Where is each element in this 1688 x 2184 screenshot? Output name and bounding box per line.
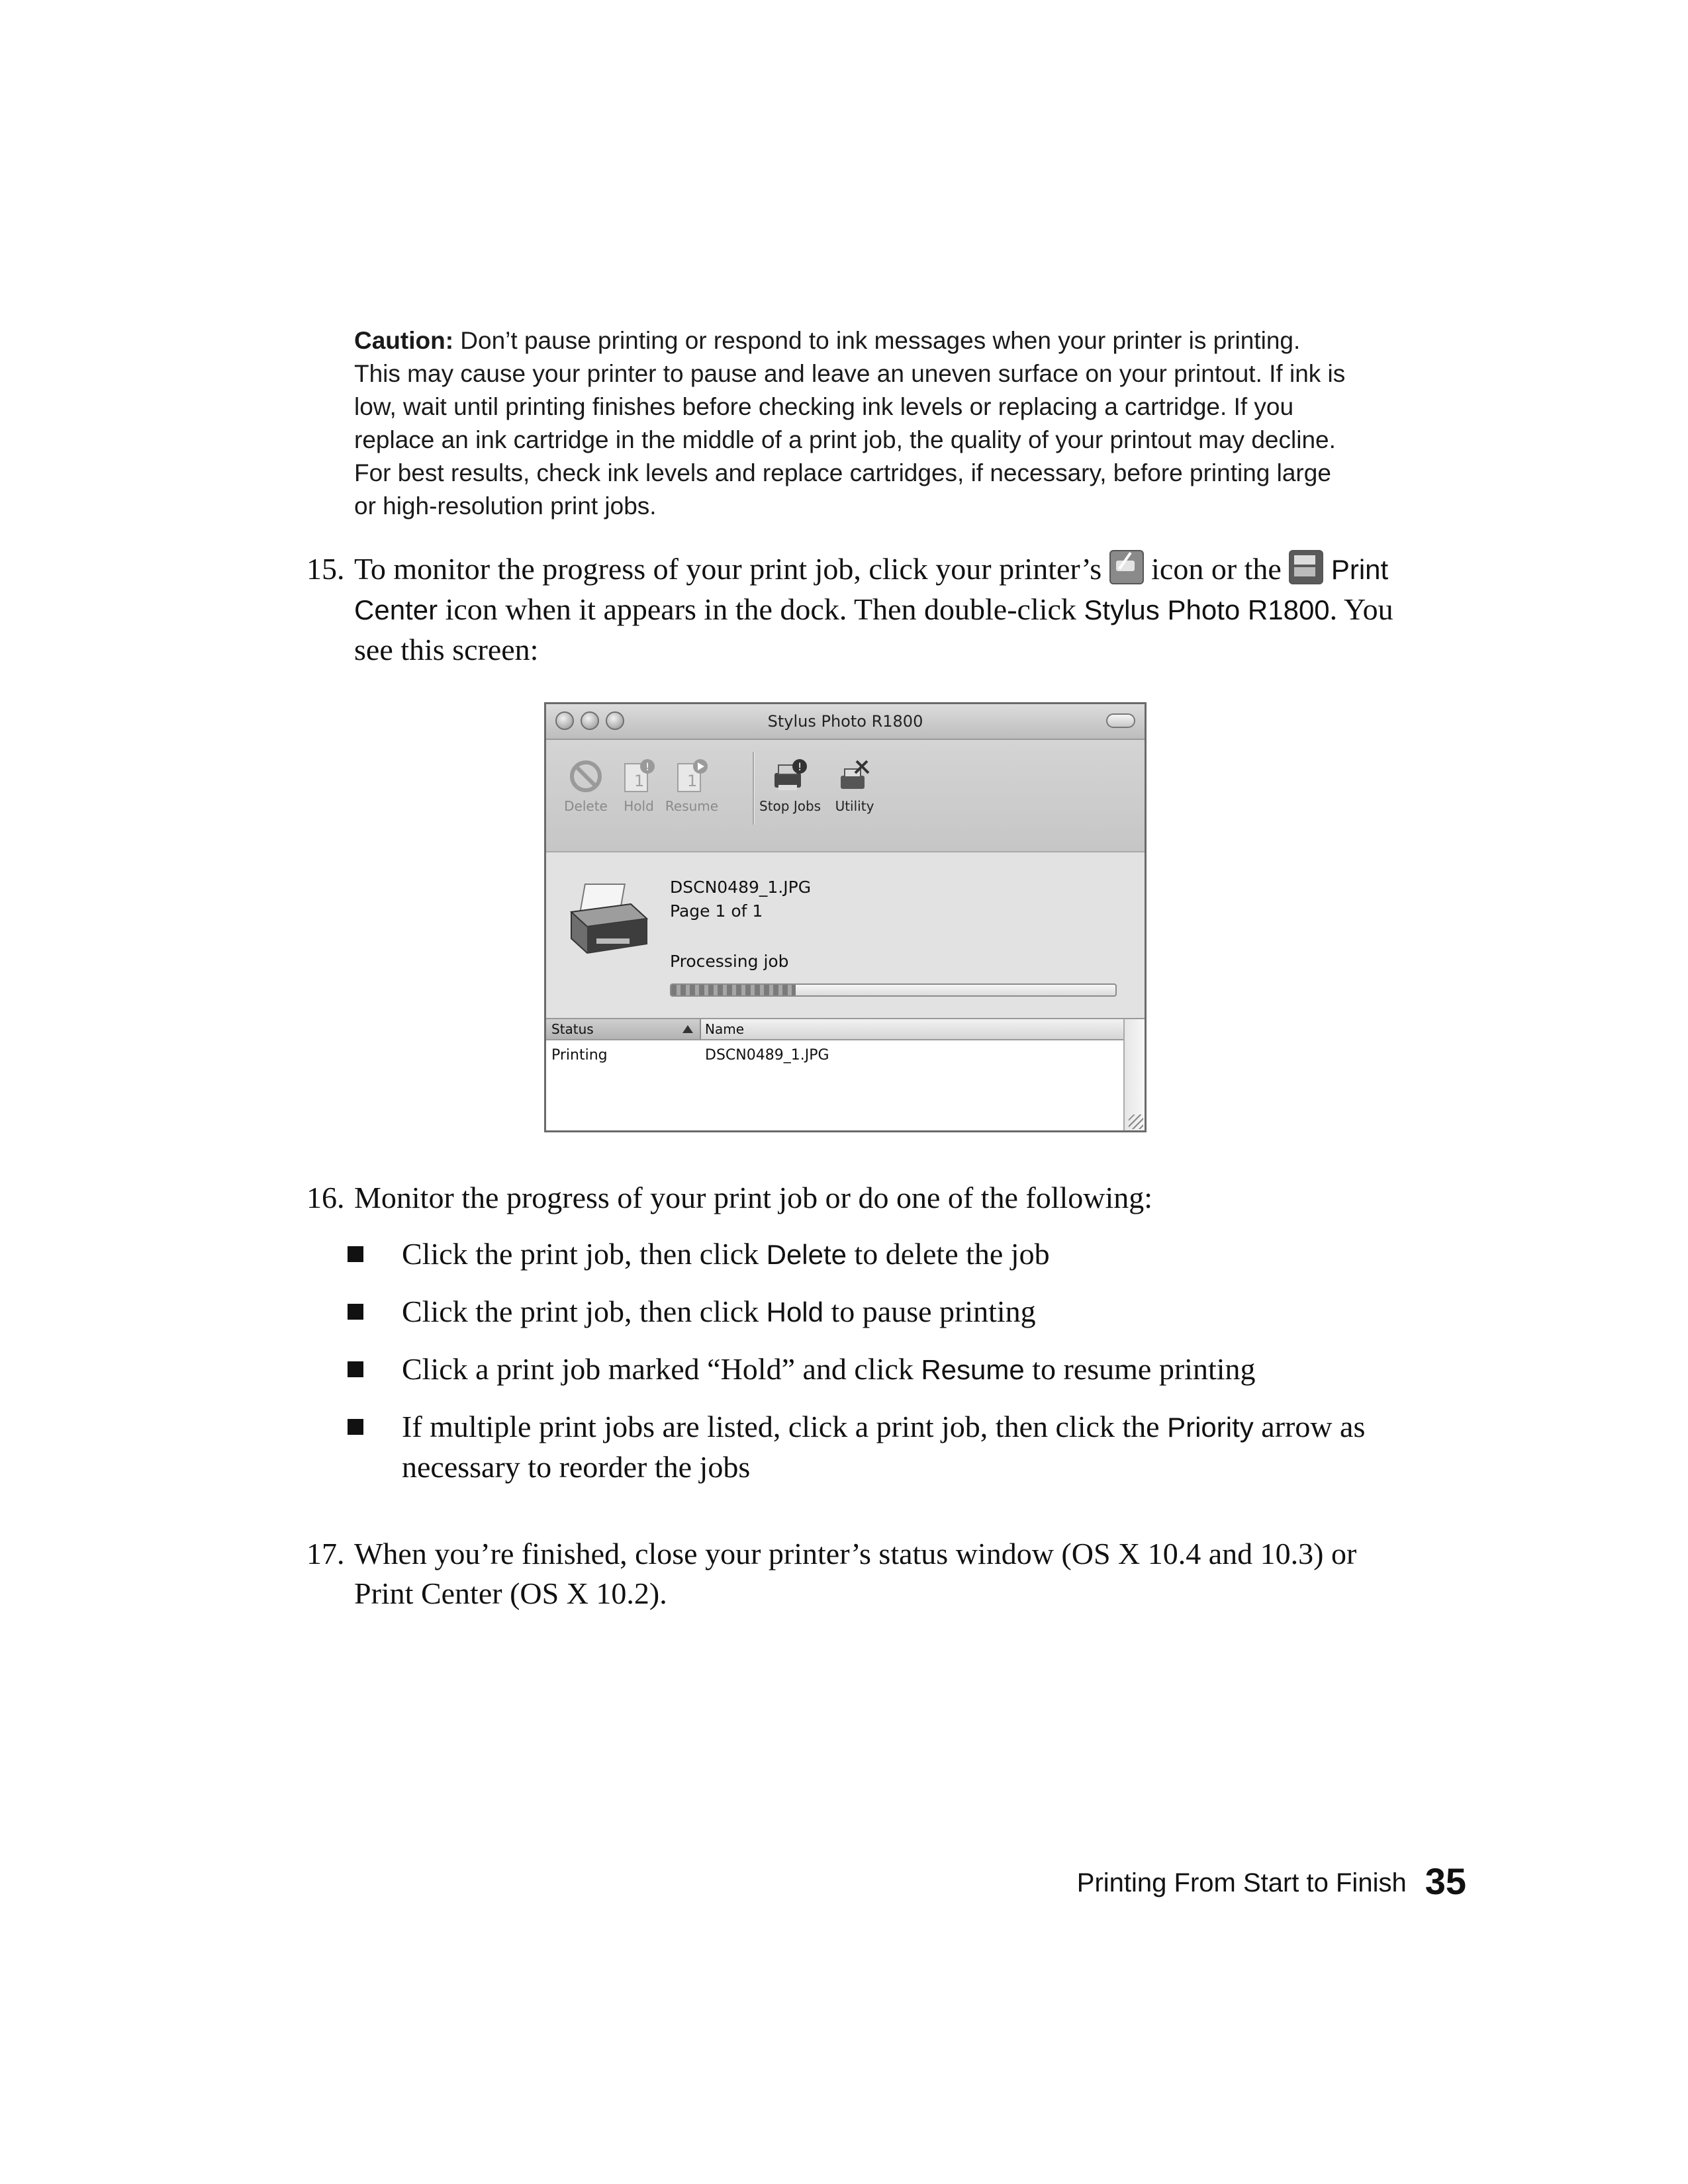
bullet-text: Click the print job, then click [402, 1295, 767, 1328]
resume-button[interactable] [661, 747, 722, 814]
utility-button[interactable] [824, 747, 885, 814]
toolbar [546, 740, 1145, 852]
svg-text:!: ! [798, 760, 802, 773]
resize-grip-icon[interactable] [1129, 1115, 1143, 1129]
job-list [546, 1040, 1125, 1130]
title-bar[interactable] [546, 704, 1145, 740]
step-text: . You see this screen: [354, 592, 1393, 666]
resume-icon [674, 758, 710, 794]
ui-term: Stylus Photo R1800 [1084, 594, 1330, 625]
svg-text:!: ! [645, 760, 650, 773]
toolbar-toggle-button[interactable] [1106, 713, 1135, 728]
caution-note [354, 324, 1347, 523]
step-16 [306, 1178, 1399, 1218]
caution-label: Caution: [354, 327, 454, 354]
footer-section-title: Printing From Start to Finish [1076, 1868, 1407, 1897]
status-column-label: Status [551, 1021, 594, 1037]
job-progress-fill [671, 985, 796, 995]
job-status-text: Processing job [670, 952, 789, 971]
window-title: Stylus Photo R1800 [767, 712, 923, 731]
svg-text:1: 1 [687, 772, 698, 790]
vertical-scrollbar[interactable] [1123, 1019, 1145, 1130]
hold-icon [621, 758, 657, 794]
bullet-text: arrow as necessary to reorder the jobs [402, 1410, 1366, 1484]
step-text: To monitor the progress of your print job, click your printer’s [354, 552, 1109, 586]
stop-jobs-button[interactable] [759, 747, 820, 814]
utility-icon [837, 758, 872, 794]
print-center-icon [1289, 550, 1323, 584]
list-item [348, 1349, 1407, 1390]
printer-icon [1109, 550, 1144, 584]
step-text: When you’re finished, close your printer’s status window (OS X 10.4 and 10.3) or Print Center (OS X 10.2). [354, 1537, 1357, 1610]
ui-term: Hold [766, 1297, 823, 1328]
stop-jobs-icon [772, 758, 808, 794]
resume-label: Resume [665, 798, 719, 814]
row-name: DSCN0489_1.JPG [705, 1047, 829, 1064]
current-job-panel [546, 852, 1145, 1019]
status-column-header[interactable] [546, 1019, 701, 1039]
ui-term: Resume [921, 1354, 1025, 1385]
step-number: 16. [306, 1181, 345, 1214]
bullet-square-icon [348, 1419, 363, 1435]
bullet-text: to pause printing [823, 1295, 1036, 1328]
hold-label: Hold [624, 798, 654, 814]
ui-term: Print Center [354, 554, 1389, 625]
step-text: Monitor the progress of your print job or do one of the following: [354, 1181, 1153, 1214]
utility-label: Utility [835, 798, 874, 814]
list-item [348, 1407, 1407, 1487]
list-item [348, 1292, 1407, 1332]
step-number: 17. [306, 1537, 345, 1570]
step-text: icon when it appears in the dock. Then double-click [438, 592, 1084, 626]
delete-icon [568, 758, 604, 794]
bullet-square-icon [348, 1361, 363, 1377]
page-footer [1077, 1860, 1466, 1903]
bullet-square-icon [348, 1304, 363, 1320]
bullet-square-icon [348, 1246, 363, 1262]
step-15 [306, 549, 1399, 670]
svg-text:1: 1 [634, 772, 645, 790]
step-17 [306, 1534, 1399, 1614]
printer-image-icon [565, 872, 651, 965]
job-file-name: DSCN0489_1.JPG [670, 878, 812, 897]
bullet-text: Click the print job, then click [402, 1237, 767, 1271]
ui-term: Priority [1167, 1412, 1254, 1443]
job-progress-bar [670, 983, 1117, 997]
toolbar-separator [753, 752, 755, 825]
bullet-text: to delete the job [847, 1237, 1050, 1271]
step-body [354, 549, 1399, 670]
name-column-header[interactable]: Name [705, 1021, 745, 1037]
caution-text: Don’t pause printing or respond to ink messages when your printer is printing. This may cause your printer to pause and leave an uneven surface on your printout. If ink is low, wait until printing finishes before checking ink levels or replacing a cartridge. If you replace an ink cartridge in the middle of a print job, the quality of your printout may decline. For best results, check ink levels and replace cartridges, if necessary, before printing large or high-resolution print jobs. [354, 327, 1346, 520]
sort-ascending-icon [682, 1025, 693, 1033]
step-text: icon or the [1143, 552, 1289, 586]
print-queue-window [544, 702, 1147, 1132]
bullet-text: Click a print job marked “Hold” and click [402, 1352, 921, 1386]
step-number: 15. [306, 552, 345, 586]
job-page-count: Page 1 of 1 [670, 901, 763, 921]
delete-button[interactable] [555, 747, 616, 814]
option-list [348, 1234, 1407, 1487]
job-list-header [546, 1019, 1145, 1040]
ui-term: Delete [766, 1239, 847, 1270]
list-item [348, 1234, 1407, 1275]
row-status: Printing [551, 1047, 608, 1064]
page-number: 35 [1425, 1860, 1466, 1902]
bullet-text: to resume printing [1024, 1352, 1256, 1386]
hold-button[interactable] [608, 747, 669, 814]
delete-label: Delete [564, 798, 608, 814]
bullet-text: If multiple print jobs are listed, click a print job, then click the [402, 1410, 1168, 1443]
stop-jobs-label: Stop Jobs [759, 798, 821, 814]
